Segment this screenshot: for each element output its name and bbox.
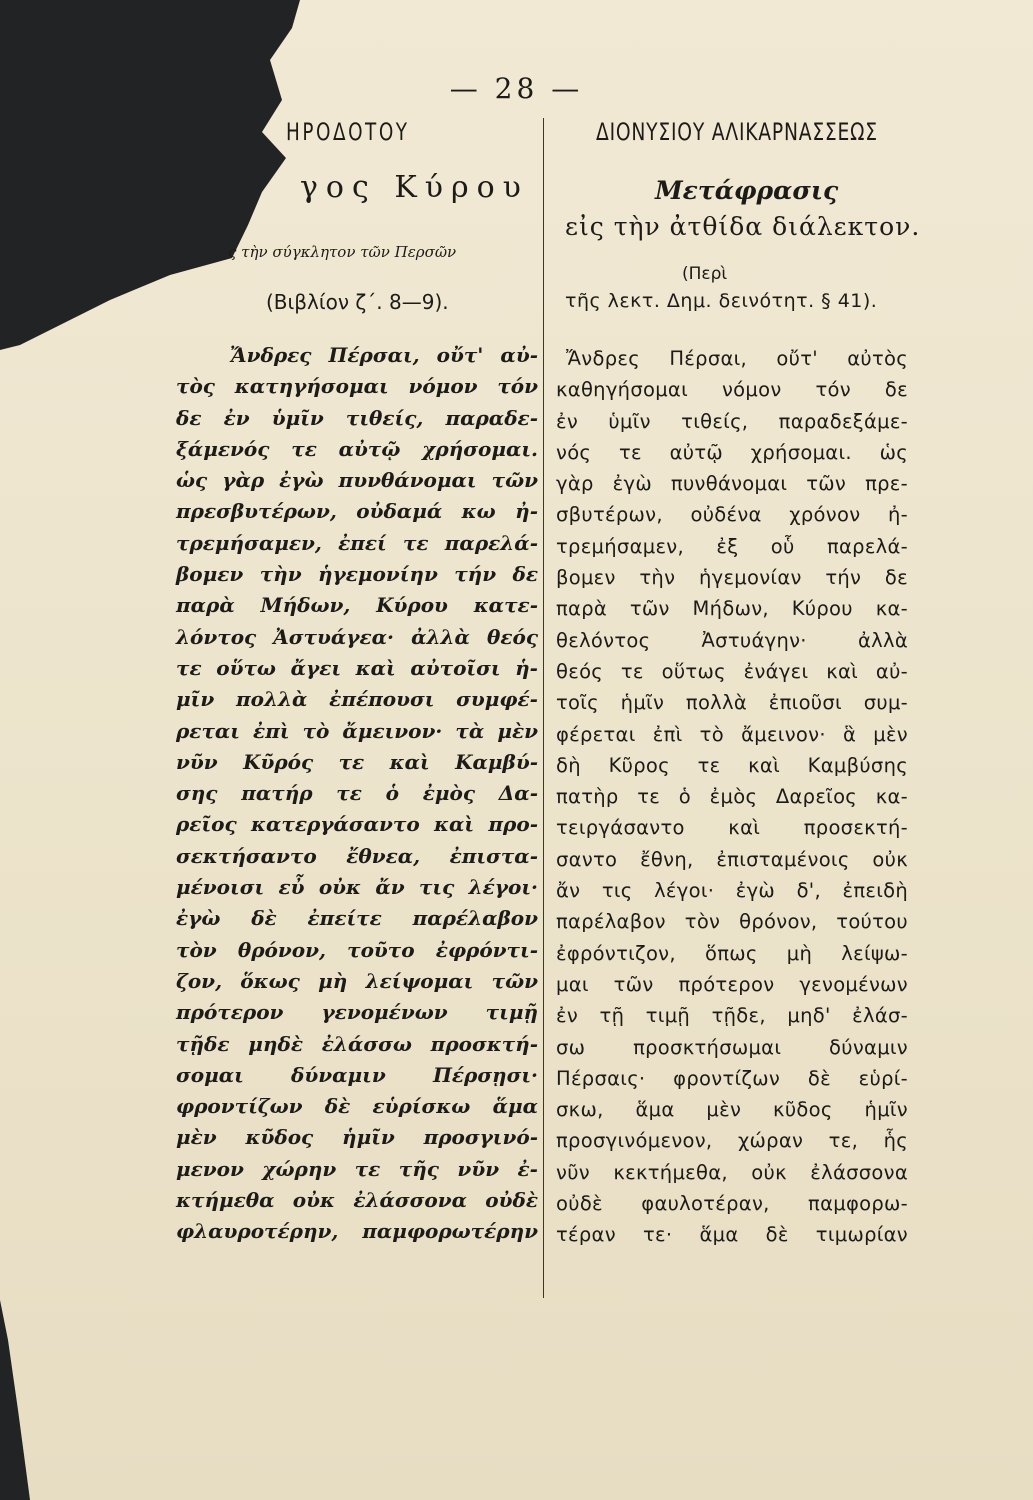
right-text-line: προσγινόμενον, χώραν τε, ἧς	[556, 1129, 908, 1153]
column-divider	[543, 118, 544, 1298]
right-text-line: σαντο ἔθνη, ἐπισταμένοις οὐκ	[556, 847, 908, 871]
left-text-line: τε οὕτω ἄγει καὶ αὐτοῖσι ἡ-	[176, 655, 538, 680]
right-text-line: θεός τε οὕτως ἐνάγει καὶ αὐ-	[556, 659, 908, 683]
right-column-subheading: εἰς τὴν ἀτθίδα διάλεκτον.	[565, 212, 921, 241]
left-text-line: σεκτήσαντο ἔθνεα, ἐπιστα-	[176, 843, 538, 868]
left-text-line: σης πατήρ τε ὁ ἐμὸς Δα-	[176, 781, 538, 806]
left-text-line: μῖν πολλὰ ἐπέπουσι συμφέ-	[176, 687, 538, 712]
left-text-line: ζον, ὅκως μὴ λείψομαι τῶν	[176, 968, 538, 993]
right-text-line: ἐφρόντιζον, ὅπως μὴ λείψω-	[556, 941, 908, 965]
left-text-line: δε ἐν ὑμῖν τιθείς, παραδε-	[176, 405, 538, 430]
left-text-line: ξάμενός τε αὐτῷ χρήσομαι.	[176, 436, 538, 461]
left-text-line: ρεται ἐπὶ τὸ ἄμεινον· τὰ μὲν	[176, 718, 538, 743]
right-text-line: δὴ Κῦρος τε καὶ Καμβύσης	[556, 753, 908, 777]
right-column-reference-label: (Περὶ	[682, 264, 728, 284]
right-text-line: ἐν ὑμῖν τιθείς, παραδεξάμε-	[556, 409, 908, 433]
left-text-line: παρὰ Μήδων, Κύρου κατε-	[176, 593, 538, 618]
right-text-line: Πέρσαις· φροντίζων δὲ εὑρί-	[556, 1066, 908, 1090]
right-text-line: καθηγήσομαι νόμον τόν δε	[556, 378, 908, 402]
left-text-line: βομεν τὴν ἡγεμονίην τήν δε	[176, 562, 538, 587]
right-text-line: σω προσκτήσωμαι δύναμιν	[556, 1035, 908, 1059]
left-column-subtitle: γος Κύρου	[300, 170, 529, 205]
left-text-line: φροντίζων δὲ εὑρίσκω ἅμα	[176, 1094, 538, 1119]
right-text-line: σβυτέρων, οὐδένα χρόνον ἠ-	[556, 503, 908, 527]
left-text-line: μὲν κῦδος ἡμῖν προσγινό-	[176, 1125, 538, 1150]
right-text-line: τειργάσαντο καὶ προσεκτή-	[556, 816, 908, 840]
right-text-line: φέρεται ἐπὶ τὸ ἄμεινον· ἃ μὲν	[556, 722, 908, 746]
right-text-line: νῦν κεκτήμεθα, οὐκ ἐλάσσονα	[556, 1160, 908, 1184]
right-text-line: τρεμήσαμεν, ἐξ οὗ παρελά-	[556, 534, 908, 558]
left-column-book-reference: (Βιβλίον ζ΄. 8—9).	[266, 290, 449, 314]
left-text-line: ρεῖος κατεργάσαντο καὶ προ-	[176, 812, 538, 837]
right-text-line: θελόντος Ἀστυάγην· ἀλλὰ	[556, 628, 908, 652]
left-text-line: λόντος Ἀστυάγεα· ἀλλὰ θεός	[176, 624, 538, 649]
right-text-line: νός τε αὐτῷ χρήσομαι. ὡς	[556, 440, 908, 464]
left-text-line: ὡς γὰρ ἐγὼ πυνθάνομαι τῶν	[176, 468, 538, 493]
left-text-line: μένοισι εὖ οὐκ ἄν τις λέγοι·	[176, 875, 538, 900]
left-text-line: Ἄνδρες Πέρσαι, οὔτ' αὐ-	[230, 343, 538, 367]
right-text-line: βομεν τὴν ἡγεμονίαν τήν δε	[556, 566, 908, 590]
left-column-text	[176, 340, 538, 1248]
left-text-line: κτήμεθα οὐκ ἐλάσσονα οὐδὲ	[176, 1188, 538, 1213]
left-text-line: τὸς κατηγήσομαι νόμον τόν	[176, 374, 538, 399]
right-text-line: ἄν τις λέγοι· ἐγὼ δ', ἐπειδὴ	[556, 879, 908, 903]
left-text-line: μενον χώρην τε τῆς νῦν ἐ-	[176, 1156, 538, 1181]
right-text-line: γὰρ ἐγὼ πυνθάνομαι τῶν πρε-	[556, 472, 908, 496]
left-text-line: τρεμήσαμεν, ἐπεί τε παρελά-	[176, 530, 538, 555]
left-column-subheading: ς τὴν σύγκλητον τῶν Περσῶν	[228, 243, 457, 261]
right-column-subtitle: Μετάφρασις	[655, 176, 839, 205]
page-number: — 28 —	[449, 72, 584, 105]
left-text-line: τῇδε μηδὲ ἐλάσσω προσκτή-	[176, 1031, 538, 1056]
right-text-line: ἐν τῇ τιμῇ τῇδε, μηδ' ἐλάσ-	[556, 1004, 908, 1028]
left-text-line: ἐγὼ δὲ ἐπείτε παρέλαβον	[176, 906, 538, 931]
right-column-text	[556, 343, 908, 1251]
right-text-line: σκω, ἅμα μὲν κῦδος ἡμῖν	[556, 1098, 908, 1122]
right-text-line: παρέλαβον τὸν θρόνον, τούτου	[556, 910, 908, 934]
left-text-line: φλαυροτέρην, παμφορωτέρην	[176, 1219, 538, 1244]
left-text-line: πρότερον γενομένων τιμῇ	[176, 1000, 538, 1025]
right-text-line: οὐδὲ φαυλοτέραν, παμφορω-	[556, 1192, 908, 1216]
right-text-line: τέραν τε· ἅμα δὲ τιμωρίαν	[556, 1223, 908, 1247]
left-text-line: τὸν θρόνον, τοῦτο ἐφρόντι-	[176, 937, 538, 962]
right-text-line: Ἄνδρες Πέρσαι, οὔτ' αὐτὸς	[566, 347, 908, 370]
right-text-line: πατὴρ τε ὁ ἐμὸς Δαρεῖος κα-	[556, 785, 908, 809]
right-text-line: τοῖς ἡμῖν πολλὰ ἐπιοῦσι συμ-	[556, 691, 908, 715]
left-text-line: πρεσβυτέρων, οὐδαμά κω ἠ-	[176, 499, 538, 524]
left-text-line: σομαι δύναμιν Πέρσῃσι·	[176, 1062, 538, 1087]
right-text-line: μαι τῶν πρότερον γενομένων	[556, 972, 908, 996]
right-text-line: παρὰ τῶν Μήδων, Κύρου κα-	[556, 597, 908, 621]
left-column-title: ΗΡΟΔΟΤΟΥ	[286, 118, 410, 146]
left-text-line: νῦν Κῦρός τε καὶ Καμβύ-	[176, 749, 538, 774]
right-column-title: ΔΙΟΝΥΣΙΟΥ ΑΛΙΚΑΡΝΑΣΣΕΩΣ	[596, 118, 878, 146]
right-column-reference: τῆς λεκτ. Δημ. δεινότητ. § 41).	[565, 290, 878, 312]
